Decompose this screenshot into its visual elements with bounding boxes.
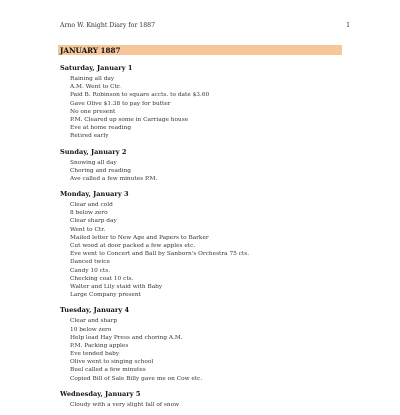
entry-line: Went to Ctr. [70,226,106,233]
entry-line: Walter and Lily staid with Baby [70,283,163,290]
diary-entry [60,63,345,141]
entry-line: Retired early [70,133,109,140]
entry-line: Candy 10 cts. [70,267,111,274]
entry-line: Mailed letter to New Age and Papers to Barker [70,234,209,241]
entry-line: Eve at home reading [70,125,132,132]
entry-date: Sunday, January 2 [60,147,127,156]
diary-entry [60,189,345,299]
month-heading: JANUARY 1887 [60,46,121,55]
entry-line: Raining all day [70,76,115,82]
entry-line: Help load Hay Press and choring A.M. [70,334,183,341]
entry-line: Ave called a few minutes P.M. [70,175,158,182]
entry-line: Clear sharp day [70,218,117,225]
diary-entry [60,305,345,383]
header-title: Arno W. Knight Diary for 1887 [60,22,156,29]
entry-line: P.M. Cleared up some in Carriage house [70,116,189,123]
entry-date: Monday, January 3 [60,190,129,199]
entry-lines [70,317,345,383]
entry-line: Paid B. Robinson to square accts. to date $3.60 [70,92,210,99]
entry-lines [70,75,345,141]
entry-line: 10 below zero [70,326,112,333]
entry-line: Choring and reading [70,167,131,174]
entry-line: Checking coat 10 cts. [70,275,134,282]
entry-line: Large Company present [70,292,141,299]
entry-line: Clear and cold [70,202,113,209]
entry-lines [70,401,345,409]
entry-date: Tuesday, January 4 [60,306,130,315]
page-number: 1 [346,22,350,29]
entry-line: 8 below zero [70,210,108,217]
entry-line: A.M. Went to Ctr. [70,84,121,91]
entry-lines [70,159,345,184]
entry-line: Copied Bill of Sale Billy gave me on Cow etc. [70,375,203,382]
entry-date: Wednesday, January 5 [60,389,141,398]
entry-line: Cloudy with a very slight fall of snow [70,401,180,408]
entry-line: Olive went to singing school [70,359,154,366]
entry-line: Cut wood at door packed a few apples etc. [70,243,196,249]
entry-date: Saturday, January 1 [60,64,133,72]
entry-line: Danced twice [70,259,110,266]
diary-entry [60,389,345,409]
entry-line: Gave Olive $1.38 to pay for butter [70,100,171,107]
entry-line: Eve tended baby [70,351,120,358]
entry-line: No one present [70,108,116,115]
diary-entries [60,60,345,415]
entry-line: Buel called a few minutes [70,367,146,374]
entry-line: Snowing all day [70,159,117,166]
diary-entry [60,147,345,184]
entry-line: Eve went to Concert and Ball by Sanborn's Orchestra 75 cts. [70,251,250,258]
entry-lines [70,201,345,299]
page-header [60,22,350,29]
entry-line: P.M. Packing apples [70,342,129,349]
entry-line: Clear and sharp [70,318,118,325]
